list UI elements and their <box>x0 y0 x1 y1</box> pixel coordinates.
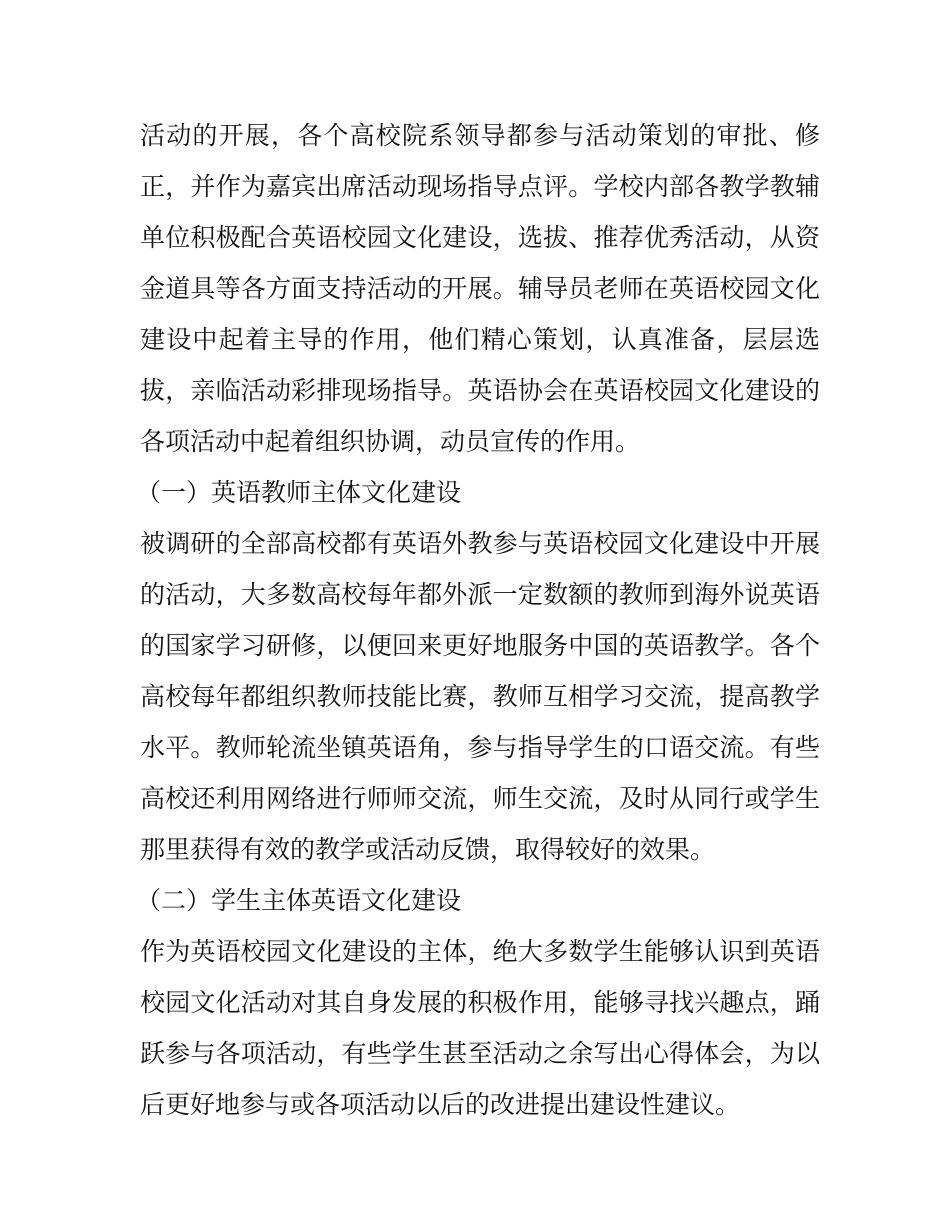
paragraph-line: 金道具等各方面支持活动的开展。辅导员老师在英语校园文化 <box>140 274 820 303</box>
paragraph-line: 建设中起着主导的作用，他们精心策划，认真准备，层层选 <box>140 325 820 354</box>
paragraph-line: 的国家学习研修，以便回来更好地服务中国的英语教学。各个 <box>140 631 820 660</box>
paragraph-2 <box>140 518 820 875</box>
section-heading-2: （二）学生主体英语文化建设 <box>136 886 462 915</box>
section-heading-1: （一）英语教师主体文化建设 <box>136 478 462 507</box>
paragraph-line: 校园文化活动对其自身发展的积极作用，能够寻找兴趣点，踊 <box>140 988 820 1017</box>
paragraph-line: 那里获得有效的教学或活动反馈，取得较好的效果。 <box>140 835 716 864</box>
paragraph-line: 水平。教师轮流坐镇英语角，参与指导学生的口语交流。有些 <box>140 733 820 762</box>
paragraph-line: 各项活动中起着组织协调，动员宣传的作用。 <box>140 427 641 456</box>
paragraph-line: 作为英语校园文化建设的主体，绝大多数学生能够认识到英语 <box>140 937 820 966</box>
paragraph-line: 高校每年都组织教师技能比赛，教师互相学习交流，提高教学 <box>140 682 820 711</box>
document-body <box>136 110 820 1130</box>
paragraph-1 <box>140 110 820 467</box>
paragraph-line: 跃参与各项活动，有些学生甚至活动之余写出心得体会，为以 <box>140 1039 820 1068</box>
paragraph-line: 正，并作为嘉宾出席活动现场指导点评。学校内部各教学教辅 <box>140 172 820 201</box>
paragraph-line: 的活动，大多数高校每年都外派一定数额的教师到海外说英语 <box>140 580 820 609</box>
paragraph-line: 拔，亲临活动彩排现场指导。英语协会在英语校园文化建设的 <box>140 376 820 405</box>
paragraph-3 <box>140 926 820 1130</box>
paragraph-line: 单位积极配合英语校园文化建设，选拔、推荐优秀活动，从资 <box>140 223 820 252</box>
paragraph-line: 活动的开展，各个高校院系领导都参与活动策划的审批、修 <box>140 121 820 150</box>
paragraph-line: 高校还利用网络进行师师交流，师生交流，及时从同行或学生 <box>140 784 820 813</box>
paragraph-line: 被调研的全部高校都有英语外教参与英语校园文化建设中开展 <box>140 529 820 558</box>
paragraph-line: 后更好地参与或各项活动以后的改进提出建设性建议。 <box>140 1090 741 1119</box>
